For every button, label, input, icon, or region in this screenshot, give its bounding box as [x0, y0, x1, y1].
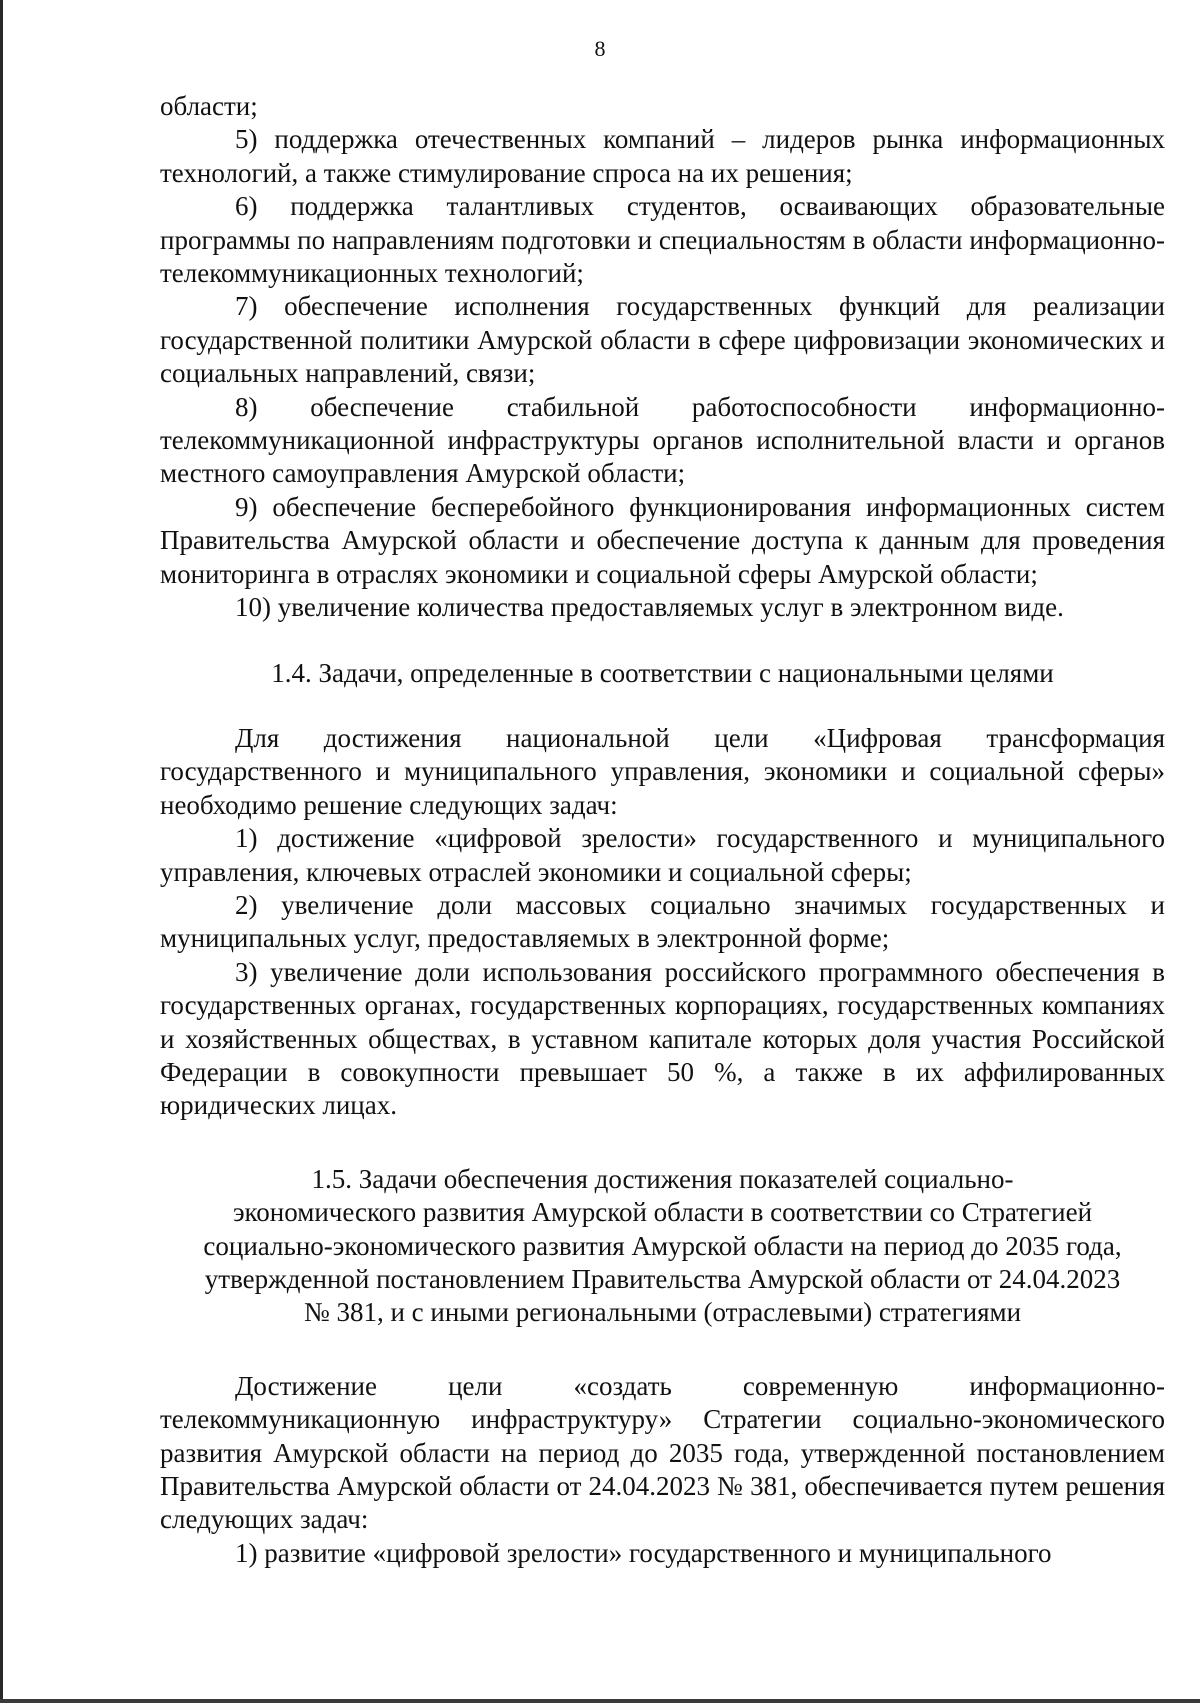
section-1-5-heading-line: 1.5. Задачи обеспечения достижения показателей социально-: [311, 1163, 1014, 1194]
document-body: [160, 90, 1165, 1570]
section-1-4-heading: 1.4. Задачи, определенные в соответствии с национальными целями: [271, 657, 1054, 688]
list-item-9: 9) обеспечение бесперебойного функционирования информационных систем Правительства Амурской области и обеспечение доступа к данным для проведения мониторинга в отраслях экономики и социальной сферы Амурской области;: [160, 491, 1165, 589]
list-item-8: 8) обеспечение стабильной работоспособности информационно-телекоммуникационной инфраструктуры органов исполнительной власти и органов местного самоуправления Амурской области;: [160, 391, 1165, 489]
section-1-5-item-1: 1) развитие «цифровой зрелости» государственного и муниципального: [235, 1537, 1052, 1568]
section-1-4-item-2: 2) увеличение доли массовых социально значимых государственных и муниципальных услуг, предоставляемых в электронной форме;: [160, 889, 1165, 954]
spacer: [160, 690, 1165, 722]
spacer: [160, 625, 1165, 657]
list-item-continuation: области;: [160, 91, 258, 121]
section-1-4-item-1: 1) достижение «цифровой зрелости» государственного и муниципального управления, ключевых отраслей экономики и социальной сферы;: [160, 823, 1165, 887]
section-1-4-item-3: 3) увеличение доли использования российского программного обеспечения в государственных органах, государственных корпорациях, государственных компаниях и хозяйственных обществах, в уставном капитале которых доля участия Российской Федерации в совокупности превышает 50 %, а также в их аффилированных юридических лицах.: [160, 956, 1165, 1121]
section-1-5-heading-line: экономического развития Амурской области в соответствии со Стратегией: [232, 1197, 1093, 1228]
scan-edge-left: [0, 0, 3, 1703]
list-item-6: 6) поддержка талантливых студентов, осваивающих образовательные программы по направлениям подготовки и специальностям в области информационно-телекоммуникационных технологий;: [160, 191, 1165, 289]
spacer: [160, 1330, 1165, 1370]
section-1-5-heading-line: утвержденной постановлением Правительства Амурской области от 24.04.2023: [204, 1264, 1121, 1294]
section-1-4-intro: Для достижения национальной цели «Цифровая трансформация государственного и муниципального управления, экономики и социальной сферы» необходимо решение следующих задач:: [160, 722, 1165, 820]
section-1-5-heading: [160, 1163, 1165, 1330]
list-item-10: 10) увеличение количества предоставляемых услуг в электронном виде.: [235, 592, 1064, 623]
scan-edge-bottom: [0, 1699, 1200, 1703]
section-1-5-heading-line: № 381, и с иными региональными (отраслевыми) стратегиями: [303, 1297, 1022, 1328]
list-item-7: 7) обеспечение исполнения государственных функций для реализации государственной политики Амурской области в сфере цифровизации экономических и социальных направлений, связи;: [160, 291, 1165, 389]
list-item-5: 5) поддержка отечественных компаний – лидеров рынка информационных технологий, а также стимулирование спроса на их решения;: [160, 124, 1165, 188]
section-1-5-intro: Достижение цели «создать современную информационно-телекоммуникационную инфраструктуру» Стратегии социально-экономического развития Амурской области на период до 2035 года, утвержденной постановлением Правительства Амурской области от 24.04.2023 № 381, обеспечивается путем решения следующих задач:: [160, 1370, 1165, 1535]
section-1-5-heading-line: социально-экономического развития Амурской области на период до 2035 года,: [203, 1230, 1122, 1261]
spacer: [160, 1123, 1165, 1163]
page-number: 8: [594, 36, 606, 61]
